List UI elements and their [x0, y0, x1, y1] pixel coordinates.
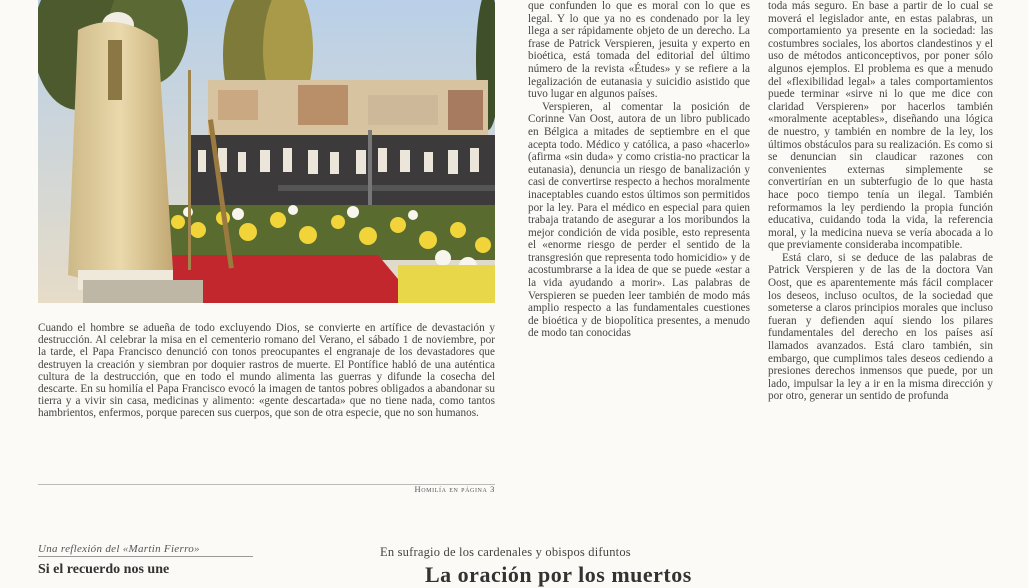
photo-caption: Cuando el hombre se adueña de todo excluyendo Dios, se convierte en artífice de devastación y destrucción. Al celebrar la misa en el cementerio romano del Verano, el sábado 1 de noviembre, por la tarde, el Papa Francisco denunció con tonos preocupantes el engranaje de los devastadores que destruyen la creación y siembran por doquier rastros de muerte. El Pontífice habló de una auténtica cultura de la destrucción, que en todo el mundo alimenta las guerras y difunde la cosecha del descarte. En su homilía el Papa Francisco evocó la imagen de tantos pobres obligados a abandonar su tierra y a vivir sin casa, medicinas y alimento: «gente descartada» que no tiene nada, como tantos hambrientos, enfermos, porque parecen sus cuerpos, que son de otra especie, que no son humanos. [38, 322, 495, 420]
article-headline: La oración por los muertos [425, 562, 692, 587]
kicker-divider [38, 556, 253, 557]
column-paragraph: Verspieren, al comentar la posición de Corinne Van Oost, autora de un libro publicado en Bélgica a mitades de septiembre en el que acepta todo. Médico y católica, a paso «hacerlo» (afirma «sin duda» y como cristia-no practicar la eutanasia), denuncia un riesgo de banalización y casi de convertirse respecto a hechos moralmente inaceptables cuando estos últimos son permitidos por la ley. Para el médico en especial para quien trabaja tratando de asegurar a los moribundos la mejor condición de vida posible, esto representa el «enorme riesgo de perder el sentido de la transgresión que representa todo homicidio» y de acostumbrarse a la idea de que se puede «estar a la vida ayudando a morir». Las palabras de Verspieren se pueden leer también de modo más amplio respecto a las fundamentales cuestiones de bioética y de biopolítica presentes, a menudo de modo tan conocidas [528, 100, 750, 340]
article-column-2 [528, 0, 750, 495]
news-photo [38, 0, 495, 303]
article-subheadline: En sufragio de los cardenales y obispos difuntos [380, 545, 631, 559]
section-kicker: Una reflexión del «Martin Fierro» [38, 543, 200, 555]
column-paragraph: toda más seguro. En base a partir de lo cual se moverá el legislador ante, en estas palabras, un comportamiento ya presente en la sociedad: las costumbres sociales, los abortos clandestinos y el uso de métodos anticonceptivos, por poner sólo algunos ejemplos. El problema es que a menudo del «flexibilidad legal» a tales comportamientos puede terminar «sirve ni lo que me dice con claridad Verspieren» por hacerlos también «moralmente aceptables», diseñando una lógica de nuestro, y también en nombre de la ley, los últimos obstáculos para su realización. Es como si se denuncian sin claudicar razones con convenientes externas simplemente se convertirían en un subterfugio de lo que hasta hace poco tiempo tenía un ilegal. También reformamos la ley perdiendo la propia función educativa, cuidando toda la vida, la referencia moral, y la medicina nueva se vería abocada a lo que previamente consideraba incompatible. [768, 0, 993, 252]
article-headline-small: Si el recuerdo nos une [38, 562, 170, 577]
article-column-3 [768, 0, 993, 576]
page-reference: Homilía en página 3 [414, 484, 495, 494]
column-paragraph: Está claro, si se deduce de las palabras de Patrick Verspieren y de las de la doctora Van Oost, que es aparentemente más fácil complacer los deseos, incluso ocultos, de la sociedad que someterse a claros principios morales que incluso fueran y defienden aquí siendo los pilares fundamentales del derecho en los países así llamados avanzados. Está claro también, sin embargo, que cumplimos tales deseos cediendo a presiones derechos inmensos que puede, por un lado, impulsar la ley a ir en la misma dirección y por otro, generar un sentido de profunda [768, 251, 993, 403]
photo-mass-cemetery [38, 0, 495, 303]
column-paragraph: que confunden lo que es moral con lo que es legal. Y lo que ya no es condenado por la ley llega a ser rápidamente objeto de un derecho. La frase de Patrick Verspieren, jesuita y experto en bioética, está tomada del editorial del último número de la revista «Études» y se refiere a la legalización de eutanasia y suicidio asistido que tuvo lugar en algunos países. [528, 0, 750, 101]
